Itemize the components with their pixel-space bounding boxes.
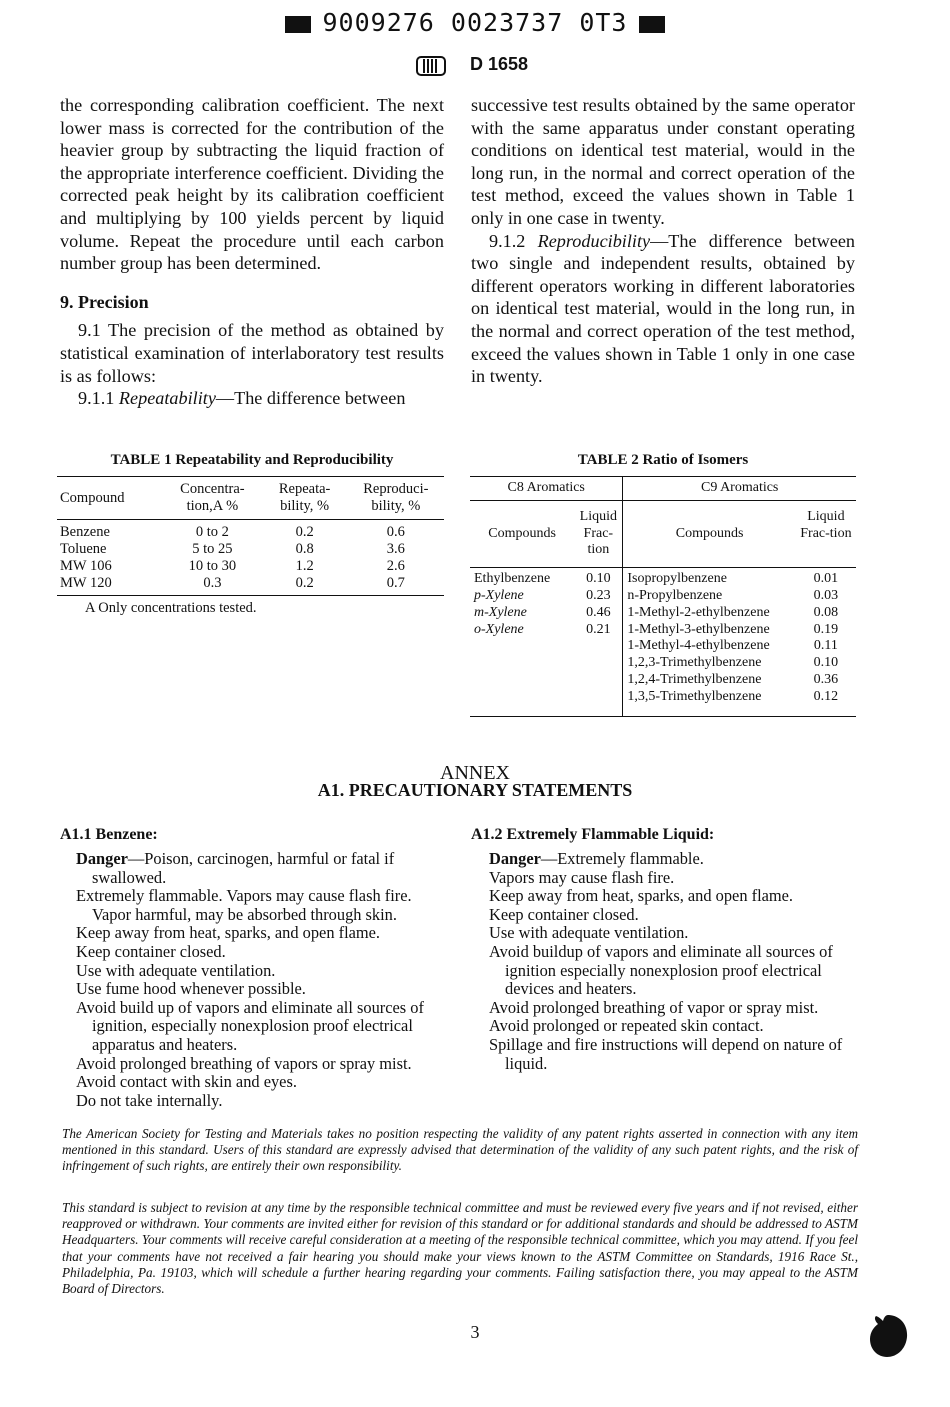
table2-cell: p-Xylene: [474, 587, 524, 603]
table-row: [470, 638, 856, 655]
table2-cell: Isopropylbenzene: [627, 571, 727, 587]
annex-subtitle: A1. PRECAUTIONARY STATEMENTS: [317, 780, 633, 800]
table1-caption: TABLE 1 Repeatability and Reproducibility: [110, 452, 394, 468]
table2-cell: 0.03: [813, 587, 839, 603]
table2-cell: [574, 672, 623, 689]
table2-group-c8: C8 Aromatics: [470, 477, 623, 501]
table2-cell: [470, 655, 574, 672]
patent-notice: The American Society for Testing and Materials takes no position respecting the validity of any patent rights asserted in connection with any item mentioned in this standard. Users of this standard are expressly advised that determination of the validity of any such patent rights, and the risk of infringement of such rights, are entirely their own responsibility.: [62, 1126, 858, 1174]
list-item: Do not take internally.: [76, 1090, 223, 1110]
list-item: Avoid prolonged breathing of vapors or spray mist.: [76, 1053, 412, 1073]
table2-group-c9: C9 Aromatics: [701, 480, 779, 495]
para-9-1-2-text: —The difference between two single and independent results, obtained by different operators working in different laboratories on identical test material, would in the long run, in the normal and correct operation of the test method, exceed the values shown in Table 1 only in one case in twenty.: [471, 230, 856, 387]
para-9-1-1-text: —The difference between: [215, 388, 406, 409]
table1-header-compound: Compound: [60, 489, 125, 506]
table-row: [470, 605, 856, 622]
barcode-block-left: [285, 16, 311, 33]
table2-caption: TABLE 2 Ratio of Isomers: [577, 452, 749, 468]
table1-header-reproducibility: Reproduci-bility, %: [363, 481, 429, 514]
para-9-1-2: [471, 230, 855, 388]
table-row: [470, 568, 856, 588]
barcode-header: [0, 8, 950, 37]
table-row: [470, 672, 856, 689]
table1: [57, 476, 444, 596]
table1-cell: Toluene: [60, 541, 107, 557]
list-item: Keep container closed.: [489, 904, 639, 924]
list-item: Vapors may cause flash fire.: [489, 867, 675, 887]
ink-blot-icon: [866, 1312, 910, 1360]
barcode-text: 9009276 0023737 0T3: [322, 8, 628, 37]
table2-cell: [574, 689, 623, 716]
table1-cell: 0.3: [203, 575, 222, 591]
astm-logo-icon: [416, 55, 446, 77]
table1-cell: 0.2: [295, 524, 314, 540]
table2-cell: 1-Methyl-4-ethylbenzene: [627, 638, 770, 654]
table2-cell: 0.19: [813, 621, 839, 637]
table1-footnote: A Only concentrations tested.: [85, 600, 257, 616]
table2-cell: 0.21: [574, 622, 623, 639]
table2-cell: 0.01: [813, 571, 839, 587]
table1-cell: 0 to 2: [195, 524, 229, 540]
table1-header-concentration: Concentra-tion,A %: [180, 481, 245, 514]
table2-cell: n-Propylbenzene: [627, 587, 723, 603]
term-repeatability: Repeatability: [118, 388, 216, 409]
table1-cell: 0.6: [386, 524, 405, 540]
list-item: Keep away from heat, sparks, and open flame.: [489, 886, 794, 906]
table1-cell: MW 120: [60, 575, 112, 591]
table-row: [470, 689, 856, 716]
table2-cell: 1-Methyl-3-ethylbenzene: [627, 621, 770, 637]
list-item: Danger—Extremely flammable.: [489, 849, 704, 868]
revision-notice: This standard is subject to revision at any time by the responsible technical committee and must be reviewed every five years and if not revised, either reapproved or withdrawn. Your comments are invited either for revision of this standard or for additional standards and should be addressed to ASTM Headquarters. Your comments will receive careful consideration at a meeting of the responsible technical committee, which you may attend. If you feel that your comments have not received a fair hearing you should make your views known to the ASTM Committee on Standards, 1916 Race St., Philadelphia, Pa. 19103, which will schedule a further hearing regarding your comments. Failing satisfaction there, you may appeal to the ASTM Board of Directors.: [62, 1200, 858, 1297]
table-row: [470, 588, 856, 605]
right-column: [471, 94, 855, 388]
a1-1-heading: A1.1 Benzene:: [60, 826, 158, 843]
list-item: Keep container closed.: [76, 941, 226, 961]
list-item: Avoid contact with skin and eyes.: [76, 1072, 297, 1092]
list-item: Danger—Poison, carcinogen, harmful or fatal if swallowed.: [76, 849, 395, 887]
table2-header-c8-compounds: Compounds: [488, 525, 556, 541]
annex-a1-1: [60, 826, 450, 1110]
list-item: Avoid build up of vapors and eliminate all sources of ignition, especially nonexplosion proof electrical apparatus and heaters.: [76, 997, 424, 1054]
table-row: [57, 558, 444, 575]
table1-cell: 10 to 30: [188, 558, 237, 574]
list-item: Spillage and fire instructions will depend on nature of liquid.: [489, 1034, 843, 1073]
para-9-1-1-number: 9.1.1: [78, 388, 115, 409]
left-column: [60, 94, 444, 410]
table2-cell: [470, 672, 574, 689]
table2-cell: [574, 655, 623, 672]
table2-cell: 1,2,4-Trimethylbenzene: [627, 671, 762, 687]
annex-title: ANNEX: [440, 762, 510, 784]
table2-cell: 0.46: [574, 605, 623, 622]
table2-header-c9-compounds: Compounds: [675, 525, 744, 541]
table2-cell: [470, 638, 574, 655]
table2-cell: [470, 689, 574, 716]
table-row: [57, 541, 444, 558]
table2-cell: 0.23: [574, 588, 623, 605]
a1-2-list: [489, 850, 861, 1073]
list-item: Avoid prolonged breathing of vapor or spray mist.: [489, 997, 819, 1017]
a1-1-list: [76, 850, 450, 1110]
left-para-1: the corresponding calibration coefficient. The next lower mass is corrected for the contribution of the heavier group by subtracting the liquid fraction of the appropriate interference coefficient. Dividing the corrected peak height by its calibration coefficient and multiplying by 100 yields percent by liquid volume. Repeat the procedure until each carbon number group has been determined.: [60, 95, 444, 274]
table2-header-c9-fraction: Liquid Frac-tion: [800, 508, 852, 541]
section-heading-precision: 9. Precision: [60, 291, 149, 312]
annex-a1-2: [471, 826, 861, 1073]
page-number: 3: [470, 1322, 480, 1342]
para-9-1-2-number: 9.1.2: [489, 230, 526, 251]
table2-cell: [574, 638, 623, 655]
table2-cell: 0.10: [813, 655, 839, 671]
table2-cell: 0.12: [813, 688, 839, 704]
table2-cell: 1-Methyl-2-ethylbenzene: [627, 604, 770, 620]
table-row: [470, 622, 856, 639]
table1-cell: 2.6: [386, 558, 405, 574]
table1-header-repeatability: Repeata-bility, %: [278, 481, 331, 514]
table2-header-c8-fraction: Liquid Frac-tion: [574, 500, 623, 567]
table2-cell: o-Xylene: [474, 621, 524, 637]
standard-designation: D 1658: [470, 54, 529, 74]
right-para-1: successive test results obtained by the same operator with the same apparatus under constant operating conditions on identical test material, would in the long run, in the normal and correct operation of the test method, exceed the values shown in Table 1 only in one case in twenty.: [471, 95, 855, 228]
table2: [470, 476, 856, 717]
table1-cell: 5 to 25: [192, 541, 233, 557]
para-9-1-1: [60, 387, 444, 410]
list-item: Avoid prolonged or repeated skin contact.: [489, 1016, 764, 1036]
list-item: Use fume hood whenever possible.: [76, 979, 306, 999]
table2-cell: m-Xylene: [474, 604, 527, 620]
table1-cell: 0.2: [295, 575, 314, 591]
table2-cell: Ethylbenzene: [474, 571, 551, 587]
table1-cell: 0.8: [295, 541, 314, 557]
term-reproducibility: Reproducibility: [537, 230, 651, 251]
list-item: Use with adequate ventilation.: [76, 960, 276, 980]
list-item: Use with adequate ventilation.: [489, 923, 689, 943]
table-row: [57, 575, 444, 596]
para-9-1: 9.1 The precision of the method as obtained by statistical examination of interlaboratory test results is as follows:: [60, 320, 444, 386]
table2-cell: 1,2,3-Trimethylbenzene: [627, 655, 762, 671]
table2-cell: 0.10: [574, 568, 623, 588]
list-item: Extremely flammable. Vapors may cause flash fire. Vapor harmful, may be absorbed through skin.: [76, 886, 412, 924]
table1-cell: 0.7: [386, 575, 405, 591]
table1-cell: 1.2: [295, 558, 314, 574]
table1-cell: Benzene: [60, 524, 110, 540]
table-row: [470, 655, 856, 672]
table1-cell: 3.6: [386, 541, 405, 557]
list-item: Keep away from heat, sparks, and open flame.: [76, 923, 381, 943]
table1-cell: MW 106: [60, 558, 112, 574]
table2-cell: 1,3,5-Trimethylbenzene: [627, 688, 762, 704]
table2-cell: 0.36: [813, 671, 839, 687]
table2-cell: 0.08: [813, 604, 839, 620]
a1-2-heading: A1.2 Extremely Flammable Liquid:: [471, 826, 715, 843]
barcode-block-right: [639, 16, 665, 33]
table-row: [57, 520, 444, 542]
list-item: Avoid buildup of vapors and eliminate all sources of ignition especially nonexplosion proof electrical devices and heaters.: [489, 941, 833, 999]
table2-cell: 0.11: [813, 638, 838, 654]
